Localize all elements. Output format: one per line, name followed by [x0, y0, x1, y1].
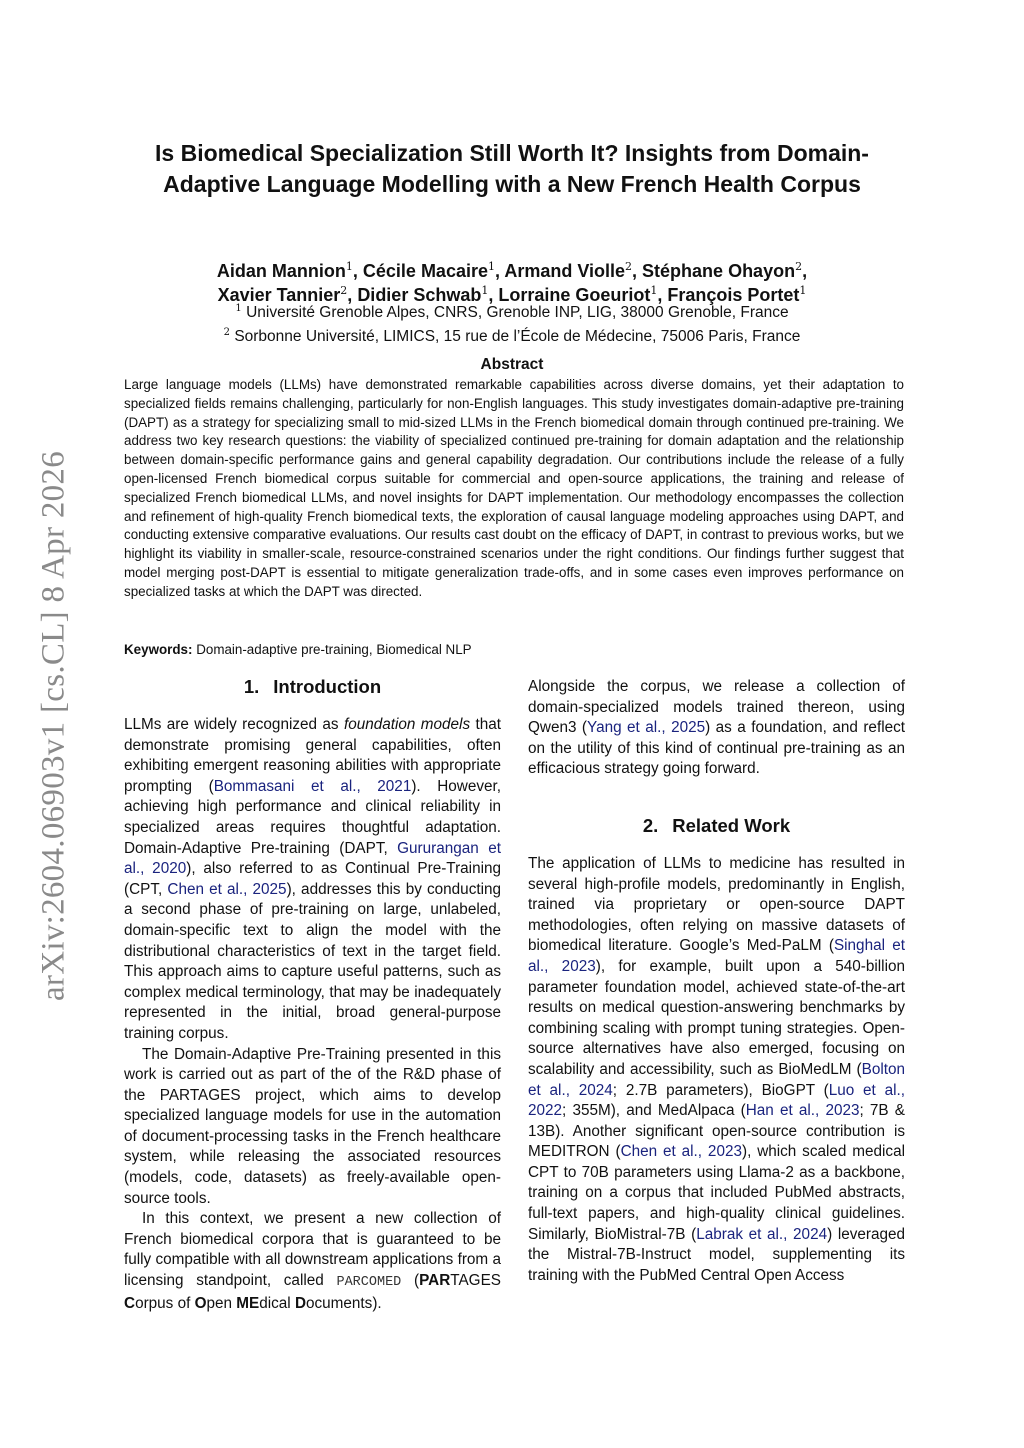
- author-name: Didier Schwab: [357, 285, 482, 305]
- acronym-letter: O: [194, 1294, 207, 1312]
- acronym-part: [124, 1295, 195, 1312]
- text-span: LLMs are widely recognized as: [124, 716, 344, 733]
- affiliation-text: Université Grenoble Alpes, CNRS, Grenoble INP, LIG, 38000 Grenoble, France: [246, 304, 789, 321]
- right-column: [528, 677, 905, 1286]
- author-affiliation-mark: 1: [799, 284, 807, 297]
- author-name: Xavier Tannier: [217, 285, 341, 305]
- acronym-letter: D: [294, 1294, 307, 1312]
- author-separator: ,: [802, 261, 808, 281]
- keywords-label: Keywords:: [124, 642, 193, 657]
- affiliation-number: 1: [235, 302, 242, 314]
- text-span: ) leveraged the Mistral-7B-Instruct model, supplementing its training with the PubMed Central Open Access: [528, 1225, 906, 1284]
- text-span: In this context, we present a new collection of French biomedical corpora that is guaranteed to be fully compatible with all downstream applications from a licensing standpoint, called: [124, 1210, 501, 1290]
- citation-link[interactable]: Han et al., 2023: [745, 1102, 860, 1120]
- author-separator: ,: [347, 285, 358, 305]
- section-number: 2.: [642, 814, 659, 836]
- keywords-line: [124, 641, 904, 659]
- text-span: ), for example, built upon a 540-billion parameter foundation model, achieved state-of-the-art results on medical question-answering benchmarks by combining scaling with prompt tuning strategies. Open-source alternatives have also emerged, focusing on scalability and accessibility, such as BioMedLM (: [528, 957, 905, 1078]
- acronym-letter: C: [124, 1294, 136, 1312]
- keywords-text: Domain-adaptive pre-training, Biomedical NLP: [196, 642, 472, 657]
- author-affiliation-mark: 2: [795, 260, 803, 273]
- emphasis-text: foundation models: [343, 716, 471, 733]
- author-name: Lorraine Goeuriot: [498, 285, 651, 305]
- affiliation-1: [120, 303, 904, 323]
- section-heading-introduction: [124, 673, 501, 701]
- text-span: ), which scaled medical CPT to 70B parameters using Llama-2 as a backbone, training on a corpus that included PubMed abstracts, full-text papers, and high-quality clinical guidelines. Similarly, BioMistral-7B (: [528, 1143, 905, 1243]
- text-span: ), addresses this by conducting a second phase of pre-training on large, unlabeled, domain-specific text to align the model with the distributional characteristics of text in the target field. This approach aims to capture useful patterns, such as complex medical terminology, that may be inadequately represented in the initial, broad general-purpose training corpus.: [124, 880, 502, 1042]
- author-name: Stéphane Ohayon: [642, 261, 796, 281]
- author-name: Armand Violle: [504, 261, 626, 281]
- author-affiliation-mark: 1: [650, 284, 658, 297]
- citation-link[interactable]: Singhal et al., 2023: [528, 937, 906, 975]
- corpus-name: PARCOMED: [336, 1275, 402, 1291]
- author-separator: ,: [488, 285, 499, 305]
- author-8: [667, 285, 806, 305]
- author-separator: ,: [352, 261, 363, 281]
- text-span: ), also referred to as Continual Pre-Training (CPT,: [124, 860, 501, 898]
- intro-paragraph-4: [528, 677, 905, 780]
- author-separator: ,: [494, 261, 505, 281]
- acronym-rest: TAGES: [450, 1272, 501, 1290]
- section-number: 1.: [243, 676, 260, 697]
- acronym-rest: dical: [259, 1294, 295, 1312]
- author-2: [363, 261, 504, 281]
- author-affiliation-mark: 1: [481, 284, 489, 297]
- abstract-heading: Abstract: [480, 356, 544, 373]
- author-separator: ,: [632, 261, 643, 281]
- section-title: Introduction: [273, 676, 382, 697]
- acronym-part: [195, 1295, 237, 1312]
- author-affiliation-mark: 1: [487, 260, 495, 273]
- acronym-rest: ocuments).: [306, 1294, 382, 1312]
- text-span: The application of LLMs to medicine has resulted in several high-profile models, predominantly in English, trained via proprietary or open-source DAPT methodologies, often relying on massive datasets of biomedical literature. Google’s Med-PaLM (: [528, 854, 905, 955]
- abstract-text: Large language models (LLMs) have demonstrated remarkable capabilities across diverse domains, yet their adaptation to specialized fields remains challenging, particularly for non-English languages. This study investigates domain-adaptive pre-training (DAPT) as a strategy for specializing small to mid-sized LLMs in the French biomedical domain through continued pre-training. We address two key research questions: the viability of specialized continued pre-training for domain adaptation and the relationship between domain-specific performance gains and general capability degradation. Our contributions include the release of a fully open-licensed French biomedical corpus suitable for commercial and open-source applications, the training and release of specialized French biomedical LLMs, and novel insights for DAPT implementation. Our methodology encompasses the collection and refinement of high-quality French biomedical texts, the exploration of causal language modeling approaches using DAPT, and conducting extensive comparative evaluations. Our results cast doubt on the efficacy of DAPT, in contrast to previous works, but we highlight its viability in smaller-scale, resource-constrained scenarios under the right conditions. Our findings further suggest that model merging post-DAPT is essential to mitigate generalization trade-offs, and in some cases even improves performance on specialized tasks at which the DAPT was directed.: [124, 377, 904, 599]
- author-affiliation-mark: 1: [345, 260, 353, 273]
- acronym-part: [295, 1295, 382, 1312]
- related-work-paragraph: [528, 854, 905, 1286]
- author-6: [357, 285, 498, 305]
- affiliation-number: 2: [223, 326, 230, 338]
- acronym-letter: ME: [236, 1294, 260, 1312]
- author-affiliation-mark: 2: [340, 284, 348, 297]
- acronym-rest: pen: [206, 1294, 237, 1312]
- arxiv-identifier: arXiv:2604.06903v1 [cs.CL] 8 Apr 2026: [35, 450, 72, 1002]
- intro-paragraph-2: The Domain-Adaptive Pre-Training presented in this work is carried out as part of the of the R&D phase of the PARTAGES project, which aims to develop specialized language models for use in the automation of document-processing tasks in the French healthcare system, while releasing the associated resources (models, code, datasets) as freely-available open-source tools.: [124, 1045, 501, 1207]
- text-span: ). However, achieving high performance and clinical reliability in specialized areas requires thoughtful adaptation. Domain-Adaptive Pre-training (DAPT,: [124, 777, 501, 857]
- author-4: [642, 261, 807, 281]
- citation-link[interactable]: Bommasani et al., 2021: [213, 777, 412, 795]
- affiliation-text: Sorbonne Université, LIMICS, 15 rue de l’École de Médecine, 75006 Paris, France: [234, 328, 801, 345]
- author-name: Cécile Macaire: [362, 261, 488, 281]
- citation-link[interactable]: Bolton et al., 2024: [528, 1060, 905, 1099]
- intro-paragraph-3: In this context, we present a new collection of French biomedical corpora that is guaranteed to be fully compatible with all downstream applications from a licensing standpoint, called PARCOMED (PARTAGES Corpus of Open MEdical Documents).: [124, 1210, 501, 1312]
- citation-link[interactable]: Gururangan et al., 2020: [124, 839, 501, 878]
- acronym-part: [236, 1295, 295, 1312]
- left-column: [124, 673, 501, 1314]
- citation-link[interactable]: Chen et al., 2023: [620, 1143, 742, 1161]
- intro-paragraph-1: [124, 715, 501, 1045]
- citation-link[interactable]: Chen et al., 2025: [167, 880, 287, 898]
- section-heading-related-work: [528, 812, 905, 840]
- section-title: Related Work: [672, 814, 791, 836]
- paper-title: Is Biomedical Specialization Still Worth It? Insights from Domain-Adaptive Language Modelling with a New French Health Corpus: [155, 140, 869, 197]
- author-3: [504, 261, 642, 281]
- author-name: Aidan Mannion: [216, 261, 346, 281]
- author-7: [498, 285, 667, 305]
- author-separator: ,: [657, 285, 668, 305]
- text-span: ; 7B & 13B). Another significant open-source contribution is MEDITRON (: [528, 1102, 905, 1161]
- text-span: ; 2.7B parameters), BioGPT (: [612, 1081, 829, 1099]
- author-list: [120, 259, 904, 307]
- citation-link[interactable]: Luo et al., 2022: [528, 1081, 905, 1120]
- affiliation-2: [120, 327, 904, 347]
- text-span: ) as a foundation, and reflect on the utility of this kind of continual pre-training as an efficacious strategy going forward.: [528, 719, 905, 778]
- acronym-letter: PAR: [419, 1272, 451, 1290]
- citation-link[interactable]: Labrak et al., 2024: [696, 1225, 828, 1243]
- author-name: François Portet: [667, 285, 800, 305]
- text-span: ; 355M), and MedAlpaca (: [562, 1102, 746, 1120]
- acronym-rest: orpus of: [135, 1294, 195, 1312]
- acronym-part: [419, 1272, 501, 1289]
- text-span: that demonstrate promising general capabilities, often exhibiting emergent reasoning abilities with appropriate prompting (: [124, 716, 502, 795]
- author-affiliation-mark: 2: [625, 260, 633, 273]
- text-span: Alongside the corpus, we release a collection of domain-specialized models trained thereon, using Qwen3 (: [528, 678, 905, 737]
- citation-link[interactable]: Yang et al., 2025: [587, 719, 706, 737]
- author-1: [217, 261, 363, 281]
